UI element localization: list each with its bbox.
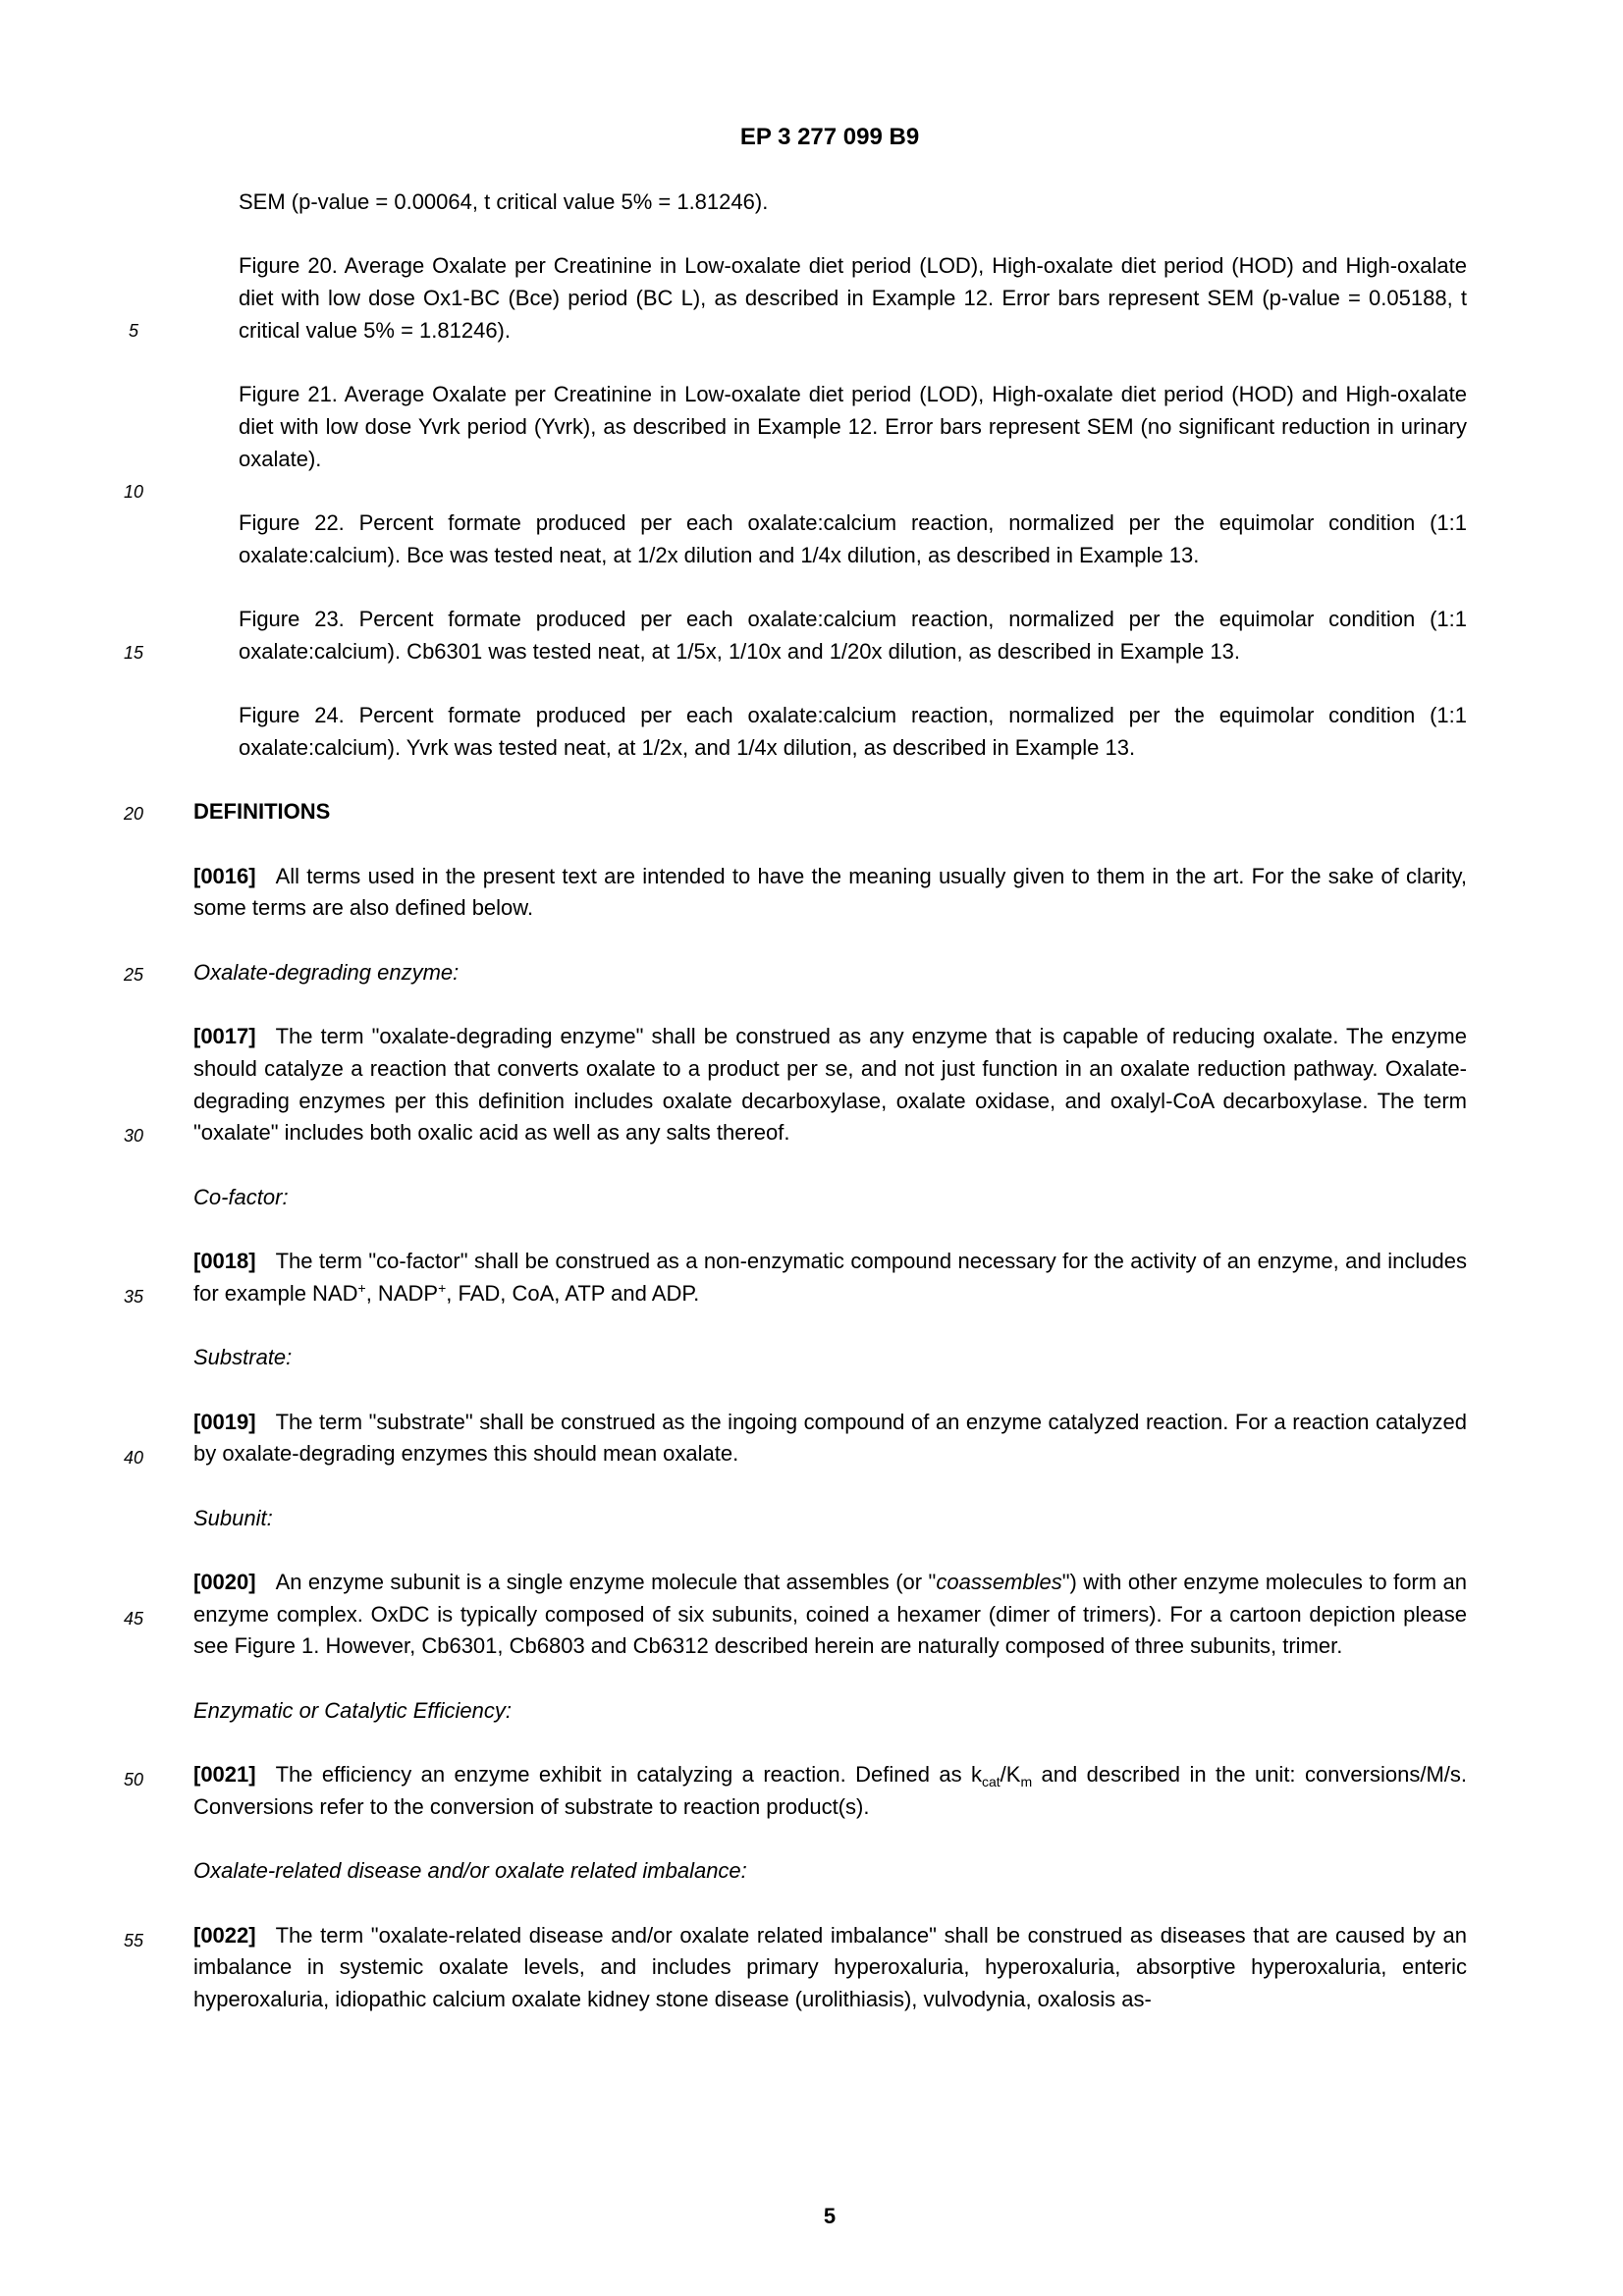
- figure-20-caption: Figure 20. Average Oxalate per Creatinine in Low-oxalate diet period (LOD), High-oxalate diet period (HOD) and High-oxalate diet with low dose Ox1-BC (Bce) period (BC L), as described in Example 12. Error bars represent SEM (p-value = 0.05188, t critical value 5% = 1.81246).: [239, 253, 1467, 343]
- paragraph-number: [0016]: [193, 863, 256, 888]
- paragraph-text: , FAD, CoA, ATP and ADP.: [446, 1280, 700, 1306]
- line-number: 55: [123, 1931, 144, 1950]
- subheading-oxalate-degrading-enzyme: Oxalate-degrading enzyme:: [193, 959, 460, 985]
- italic-term: coassembles: [936, 1570, 1062, 1594]
- subheading-co-factor: Co-factor:: [193, 1184, 289, 1209]
- paragraph-text: The term "substrate" shall be construed as the ingoing compound of an enzyme catalyzed reaction. For a reaction catalyzed by oxalate-degrading enzymes this should mean oxalate.: [193, 1409, 1467, 1467]
- line-number: 25: [123, 965, 144, 985]
- paragraph-text: All terms used in the present text are intended to have the meaning usually given to them in the art. For the sake of clarity, some terms are also defined below.: [193, 863, 1467, 921]
- line-number: 15: [123, 643, 144, 663]
- subheading-substrate: Substrate:: [193, 1345, 293, 1370]
- subheading-subunit: Subunit:: [193, 1505, 273, 1530]
- paragraph-number: [0021]: [193, 1762, 256, 1788]
- paragraph-text: The term "oxalate-related disease and/or oxalate related imbalance" shall be construed as diseases that are caused by an imbalance in systemic oxalate levels, and includes primary hyperoxaluria, hyperoxaluria, absorptive hyperoxaluria, enteric hyperoxaluria, idiopathic calcium oxalate kidney stone disease (urolithiasis), vulvodynia, oxalosis as-: [193, 1922, 1467, 2012]
- paragraph-0021: [193, 1759, 1467, 1823]
- caption-continuation: SEM (p-value = 0.00064, t critical value 5% = 1.81246).: [239, 189, 769, 214]
- document-body: [193, 187, 1467, 2048]
- superscript-plus: +: [357, 1279, 366, 1296]
- subheading-catalytic-efficiency: Enzymatic or Catalytic Efficiency:: [193, 1697, 512, 1723]
- line-number: 10: [123, 482, 144, 502]
- section-heading-definitions: DEFINITIONS: [193, 799, 331, 825]
- line-number: 35: [123, 1287, 144, 1307]
- paragraph-text: The efficiency an enzyme exhibit in catalyzing a reaction. Defined as k: [275, 1762, 982, 1788]
- paragraph-text: ") with other enzyme molecules to form an enzyme complex. OxDC is typically composed of six subunits, coined a hexamer (dimer of trimers). For a cartoon depiction please see Figure 1. However, Cb6301, Cb6803 and Cb6312 described herein are naturally composed of three subunits, trimer.: [193, 1570, 1467, 1659]
- paragraph-0022: [193, 1920, 1467, 2016]
- line-number: 20: [123, 804, 144, 824]
- paragraph-0018: [193, 1246, 1467, 1309]
- line-number: 45: [123, 1609, 144, 1629]
- subscript-cat: cat: [981, 1774, 1001, 1790]
- paragraph-number: [0019]: [193, 1409, 256, 1434]
- paragraph-text: An enzyme subunit is a single enzyme molecule that assembles (or ": [275, 1570, 937, 1594]
- superscript-plus: +: [438, 1279, 447, 1296]
- paragraph-0017: [193, 1021, 1467, 1149]
- paragraph-text: The term "co-factor" shall be construed as a non-enzymatic compound necessary for the activity of an enzyme, and includes for example NAD: [193, 1249, 1467, 1306]
- line-number: 5: [128, 321, 138, 341]
- line-number: 30: [123, 1126, 144, 1146]
- paragraph-number: [0020]: [193, 1570, 256, 1594]
- paragraph-text: , NADP: [365, 1280, 439, 1306]
- paragraph-0020: [193, 1567, 1467, 1663]
- figure-24-caption: Figure 24. Percent formate produced per each oxalate:calcium reaction, normalized per the equimolar condition (1:1 oxalate:calcium). Yvrk was tested neat, at 1/2x, and 1/4x dilution, as described in Example 13.: [239, 703, 1467, 760]
- line-number: 50: [123, 1770, 144, 1789]
- paragraph-0019: [193, 1407, 1467, 1470]
- paragraph-text: The term "oxalate-degrading enzyme" shall be construed as any enzyme that is capable of reducing oxalate. The enzyme should catalyze a reaction that converts oxalate to a product per se, and not just function in an oxalate reduction pathway. Oxalate-degrading enzymes per this definition includes oxalate decarboxylase, oxalate oxidase, and oxalyl-CoA decarboxylase. The term "oxalate" includes both oxalic acid as well as any salts thereof.: [193, 1024, 1467, 1146]
- paragraph-number: [0017]: [193, 1024, 256, 1049]
- paragraph-0016: [193, 861, 1467, 925]
- paragraph-text: and described in the unit: conversions/M/s. Conversions refer to the conversion of substrate to reaction product(s).: [193, 1762, 1467, 1819]
- page-number: 5: [823, 2204, 837, 2228]
- paragraph-number: [0018]: [193, 1249, 256, 1274]
- document-number-header: EP 3 277 099 B9: [739, 124, 920, 150]
- paragraph-number: [0022]: [193, 1922, 256, 1948]
- figure-21-caption: Figure 21. Average Oxalate per Creatinine in Low-oxalate diet period (LOD), High-oxalate diet period (HOD) and High-oxalate diet with low dose Yvrk period (Yvrk), as described in Example 12. Error bars represent SEM (no significant reduction in urinary oxalate).: [239, 382, 1467, 471]
- figure-23-caption: Figure 23. Percent formate produced per each oxalate:calcium reaction, normalized per the equimolar condition (1:1 oxalate:calcium). Cb6301 was tested neat, at 1/5x, 1/10x and 1/20x dilution, as described in Example 13.: [239, 607, 1467, 664]
- figure-22-caption: Figure 22. Percent formate produced per each oxalate:calcium reaction, normalized per the equimolar condition (1:1 oxalate:calcium). Bce was tested neat, at 1/2x dilution and 1/4x dilution, as described in Example 13.: [239, 509, 1467, 567]
- paragraph-text: /K: [1000, 1762, 1021, 1788]
- line-number: 40: [123, 1448, 144, 1468]
- subscript-m: m: [1020, 1774, 1033, 1790]
- subheading-oxalate-related-disease: Oxalate-related disease and/or oxalate related imbalance:: [193, 1858, 747, 1884]
